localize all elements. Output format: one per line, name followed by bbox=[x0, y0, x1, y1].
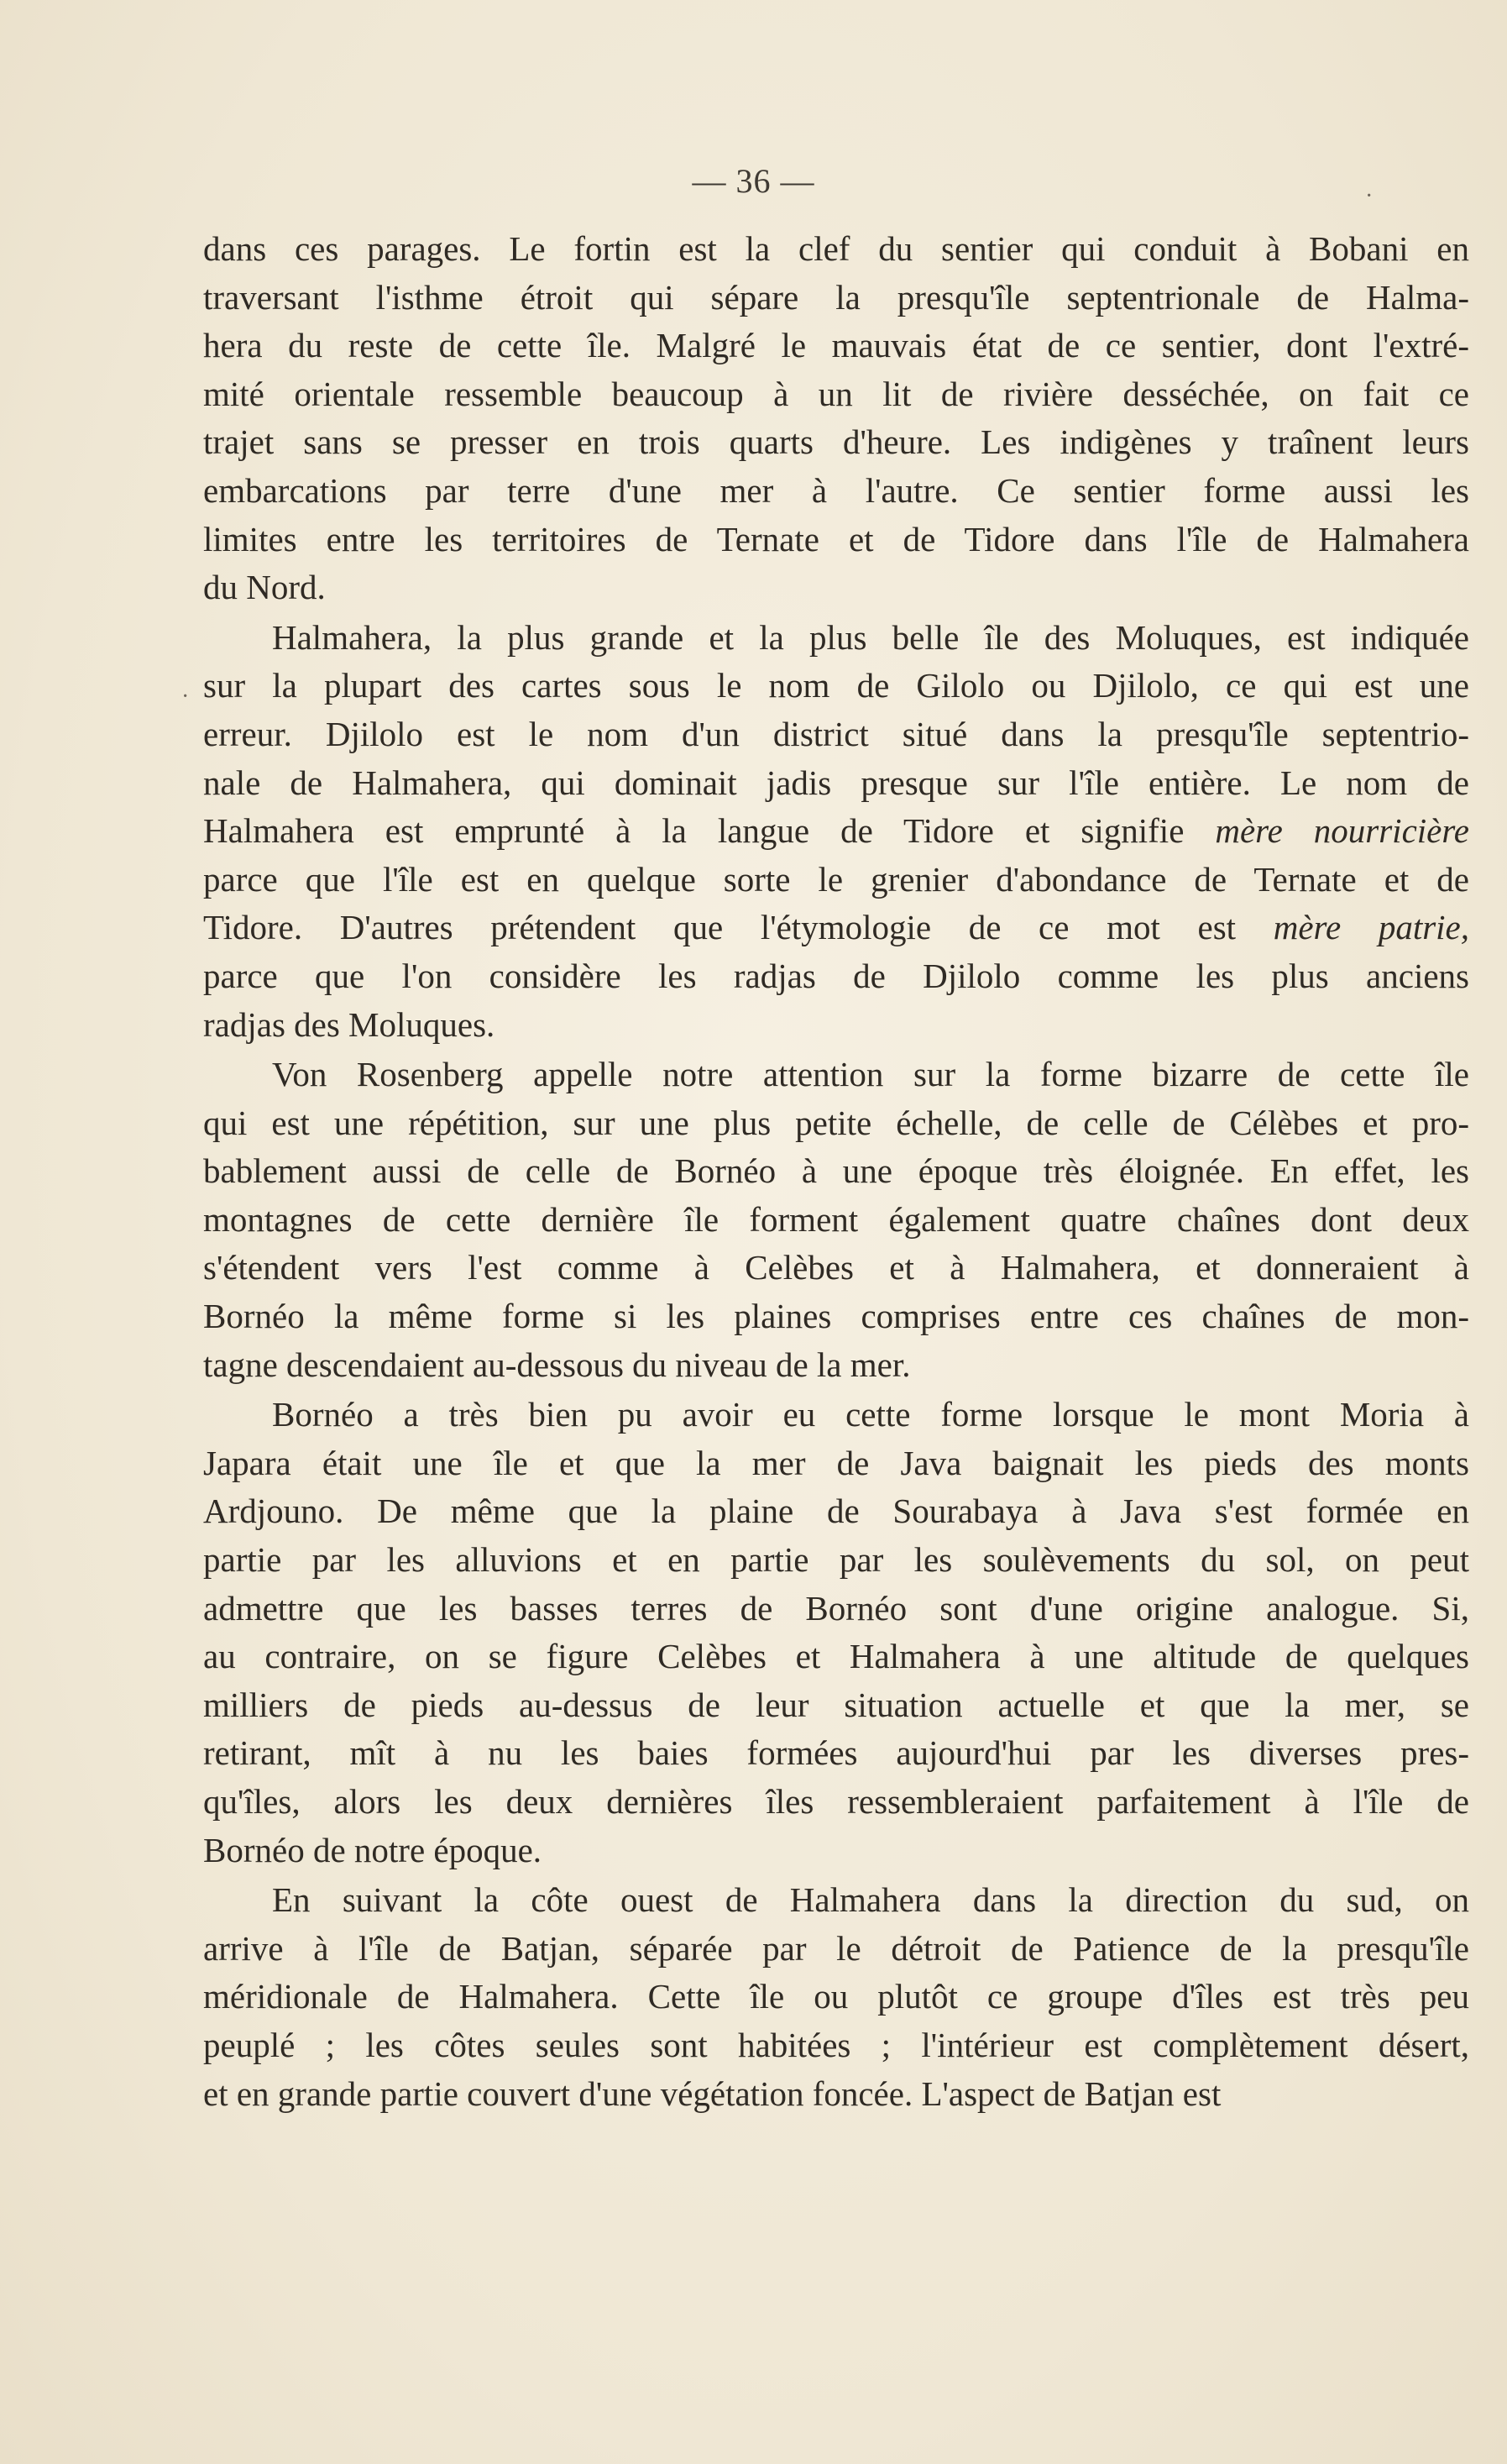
text-line: admettre que les basses terres de Bornéo sont d'une origine analogue. Si, bbox=[203, 1588, 1469, 1628]
text-line: hera du reste de cette île. Malgré le mauvais état de ce sentier, dont l'extré- bbox=[203, 326, 1469, 365]
text-line: au contraire, on se figure Celèbes et Halmahera à une altitude de quelques bbox=[203, 1637, 1469, 1676]
text-line: méridionale de Halmahera. Cette île ou plutôt ce groupe d'îles est très peu bbox=[203, 1977, 1469, 2016]
paragraph bbox=[203, 1876, 1469, 2118]
text-line: Ardjouno. De même que la plaine de Sourabaya à Java s'est formée en bbox=[203, 1492, 1469, 1531]
text-line: erreur. Djilolo est le nom d'un district situé dans la presqu'île septentrio- bbox=[203, 714, 1469, 753]
emphasis: mère patrie, bbox=[1273, 908, 1470, 947]
text-line: bablement aussi de celle de Bornéo à une époque très éloignée. En effet, les bbox=[203, 1151, 1469, 1191]
text-line: Halmahera est emprunté à la langue de Tidore et signifie mère nourricière bbox=[203, 811, 1469, 851]
text-line: peuplé ; les côtes seules sont habitées ; l'intérieur est complètement désert, bbox=[203, 2025, 1469, 2064]
text-line: Bornéo a très bien pu avoir eu cette forme lorsque le mont Moria à bbox=[272, 1395, 1469, 1434]
text-line: dans ces parages. Le fortin est la clef du sentier qui conduit à Bobani en bbox=[203, 229, 1469, 268]
text-line: tagne descendaient au-dessous du niveau de la mer. bbox=[203, 1345, 911, 1384]
text-line: montagnes de cette dernière île forment également quatre chaînes dont deux bbox=[203, 1199, 1469, 1239]
text-line: limites entre les territoires de Ternate et de Tidore dans l'île de Halmahera bbox=[203, 519, 1469, 558]
margin-dot: · bbox=[1365, 183, 1374, 209]
text-line: traversant l'isthme étroit qui sépare la presqu'île septentrionale de Halma- bbox=[203, 277, 1469, 317]
text-line: qu'îles, alors les deux dernières îles ressembleraient parfaitement à l'île de bbox=[203, 1782, 1469, 1821]
text-line: Bornéo la même forme si les plaines comprises entre ces chaînes de mon- bbox=[203, 1297, 1469, 1336]
text-line: du Nord. bbox=[203, 568, 326, 607]
text-line: trajet sans se presser en trois quarts d'heure. Les indigènes y traînent leurs bbox=[203, 422, 1469, 462]
paragraph bbox=[203, 225, 1469, 612]
emphasis: mère nourricière bbox=[1215, 811, 1469, 851]
text-line: parce que l'île est en quelque sorte le grenier d'abondance de Ternate et de bbox=[203, 859, 1469, 899]
paragraph bbox=[203, 1391, 1469, 1874]
text-line: milliers de pieds au-dessus de leur situation actuelle et que la mer, se bbox=[203, 1685, 1469, 1724]
text-line: nale de Halmahera, qui dominait jadis presque sur l'île entière. Le nom de bbox=[203, 763, 1469, 802]
margin-dot: · bbox=[181, 684, 190, 710]
text-line: Von Rosenberg appelle notre attention sur la forme bizarre de cette île bbox=[272, 1055, 1469, 1094]
text-line: parce que l'on considère les radjas de Djilolo comme les plus anciens bbox=[203, 956, 1469, 995]
text-line: arrive à l'île de Batjan, séparée par le détroit de Patience de la presqu'île bbox=[203, 1928, 1469, 1968]
paragraph bbox=[203, 614, 1469, 1049]
text-line: retirant, mît à nu les baies formées aujourd'hui par les diverses pres- bbox=[203, 1733, 1469, 1773]
text-line: qui est une répétition, sur une plus petite échelle, de celle de Célèbes et pro- bbox=[203, 1103, 1469, 1142]
text-line: Bornéo de notre époque. bbox=[203, 1830, 542, 1869]
text-line: partie par les alluvions et en partie par les soulèvements du sol, on peut bbox=[203, 1540, 1469, 1580]
paragraph bbox=[203, 1051, 1469, 1389]
text-line: mité orientale ressemble beaucoup à un lit de rivière desséchée, on fait ce bbox=[203, 374, 1469, 413]
text-line: Japara était une île et que la mer de Java baignait les pieds des monts bbox=[203, 1443, 1469, 1482]
text-line: Tidore. D'autres prétendent que l'étymologie de ce mot est mère patrie, bbox=[203, 908, 1470, 947]
text-line: s'étendent vers l'est comme à Celèbes et à Halmahera, et donneraient à bbox=[203, 1248, 1469, 1287]
text-line: embarcations par terre d'une mer à l'autre. Ce sentier forme aussi les bbox=[203, 470, 1469, 510]
text-line: Halmahera, la plus grande et la plus belle île des Moluques, est indiquée bbox=[272, 617, 1469, 657]
text-line: radjas des Moluques. bbox=[203, 1004, 495, 1044]
body-text bbox=[203, 225, 1469, 2118]
text-line: et en grande partie couvert d'une végétation foncée. L'aspect de Batjan est bbox=[203, 2073, 1222, 2113]
text-line: sur la plupart des cartes sous le nom de Gilolo ou Djilolo, ce qui est une bbox=[203, 666, 1469, 705]
page-number: — 36 — bbox=[692, 162, 815, 200]
text-line: En suivant la côte ouest de Halmahera dans la direction du sud, on bbox=[272, 1880, 1469, 1920]
